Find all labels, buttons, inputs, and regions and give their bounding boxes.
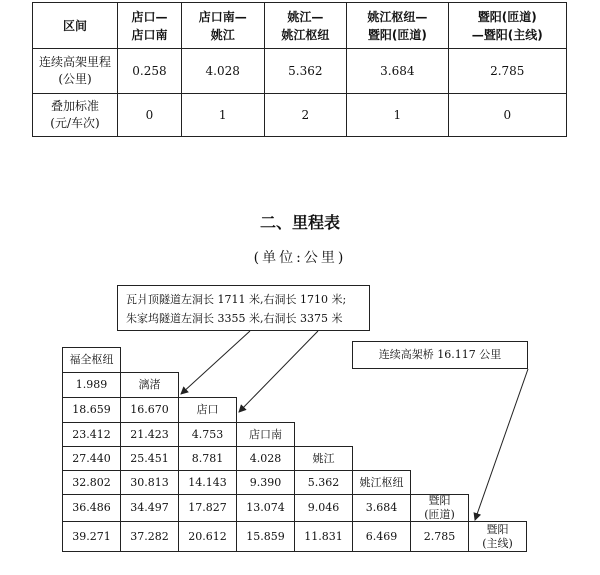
distance-cell: 25.451 — [120, 446, 179, 471]
section-header: 姚江枢纽— 暨阳(匝道) — [347, 3, 448, 49]
row-label: 连续高架里程 (公里) — [33, 49, 118, 94]
row-label: 叠加标准 (元/车次) — [33, 94, 118, 137]
mileage-value: 2.785 — [448, 49, 566, 94]
distance-cell: 9.390 — [236, 470, 295, 495]
section-title: 二、里程表 — [259, 213, 340, 232]
station-qualifier: (匝道) — [424, 508, 455, 521]
tunnel-note-line: 瓦爿顶隧道左洞长 1711 米,右洞长 1710 米; — [126, 293, 347, 306]
distance-cell: 20.612 — [178, 521, 237, 552]
fee-value: 2 — [264, 94, 347, 137]
distance-cell: 2.785 — [410, 521, 469, 552]
station-name: 姚江枢纽 — [359, 475, 404, 489]
station-name: 店口南 — [249, 427, 282, 441]
distance-cell: 14.143 — [178, 470, 237, 495]
distance-cell: 4.753 — [178, 422, 237, 447]
distance-cell: 6.469 — [352, 521, 411, 552]
distance-cell: 27.440 — [62, 446, 121, 471]
section-header: 店口南— 姚江 — [181, 3, 264, 49]
distance-cell: 17.827 — [178, 494, 237, 522]
distance-cell: 39.271 — [62, 521, 121, 552]
distance-cell: 37.282 — [120, 521, 179, 552]
arrow-to-jiyang-main — [475, 369, 528, 520]
station-name: 福全枢纽 — [69, 353, 114, 366]
distance-cell: 16.670 — [120, 397, 179, 423]
viaduct-note: 连续高架桥 16.117 公里 — [352, 341, 528, 369]
station-name: 暨阳 — [428, 494, 451, 507]
distance-cell: 32.802 — [62, 470, 121, 495]
station-name: 姚江 — [312, 451, 335, 465]
tunnel-note-line: 朱家坞隧道左洞长 3355 米,右洞长 3375 米 — [126, 312, 343, 325]
fee-value: 1 — [347, 94, 448, 137]
distance-cell: 11.831 — [294, 521, 353, 552]
mileage-value: 4.028 — [181, 49, 264, 94]
distance-cell: 1.989 — [62, 372, 121, 398]
distance-cell: 4.028 — [236, 446, 295, 471]
distance-cell: 23.412 — [62, 422, 121, 447]
distance-cell: 34.497 — [120, 494, 179, 522]
distance-cell: 30.813 — [120, 470, 179, 495]
station-name: 店口 — [196, 403, 219, 416]
distance-cell: 5.362 — [294, 470, 353, 495]
distance-cell: 13.074 — [236, 494, 295, 522]
distance-cell: 15.859 — [236, 521, 295, 552]
mileage-value: 5.362 — [264, 49, 347, 94]
section-header: 暨阳(匝道) —暨阳(主线) — [448, 3, 566, 49]
arrow-to-lizhu — [181, 331, 250, 394]
distance-cell: 8.781 — [178, 446, 237, 471]
header-label: 区间 — [33, 3, 118, 49]
section-header: 店口— 店口南 — [118, 3, 182, 49]
fee-value: 0 — [118, 94, 182, 137]
section-header: 姚江— 姚江枢纽 — [264, 3, 347, 49]
station-qualifier: (主线) — [482, 536, 513, 550]
mileage-value: 3.684 — [347, 49, 448, 94]
unit-label: (单位:公里) — [253, 250, 347, 266]
fee-value: 1 — [181, 94, 264, 137]
station-name: 暨阳 — [486, 522, 509, 536]
distance-cell: 36.486 — [62, 494, 121, 522]
distance-cell: 9.046 — [294, 494, 353, 522]
distance-cell: 18.659 — [62, 397, 121, 423]
station-name: 漓渚 — [138, 378, 161, 391]
distance-cell: 21.423 — [120, 422, 179, 447]
mileage-value: 0.258 — [118, 49, 182, 94]
distance-cell: 3.684 — [352, 494, 411, 522]
fee-value: 0 — [448, 94, 566, 137]
arrow-to-diankou — [239, 331, 318, 412]
